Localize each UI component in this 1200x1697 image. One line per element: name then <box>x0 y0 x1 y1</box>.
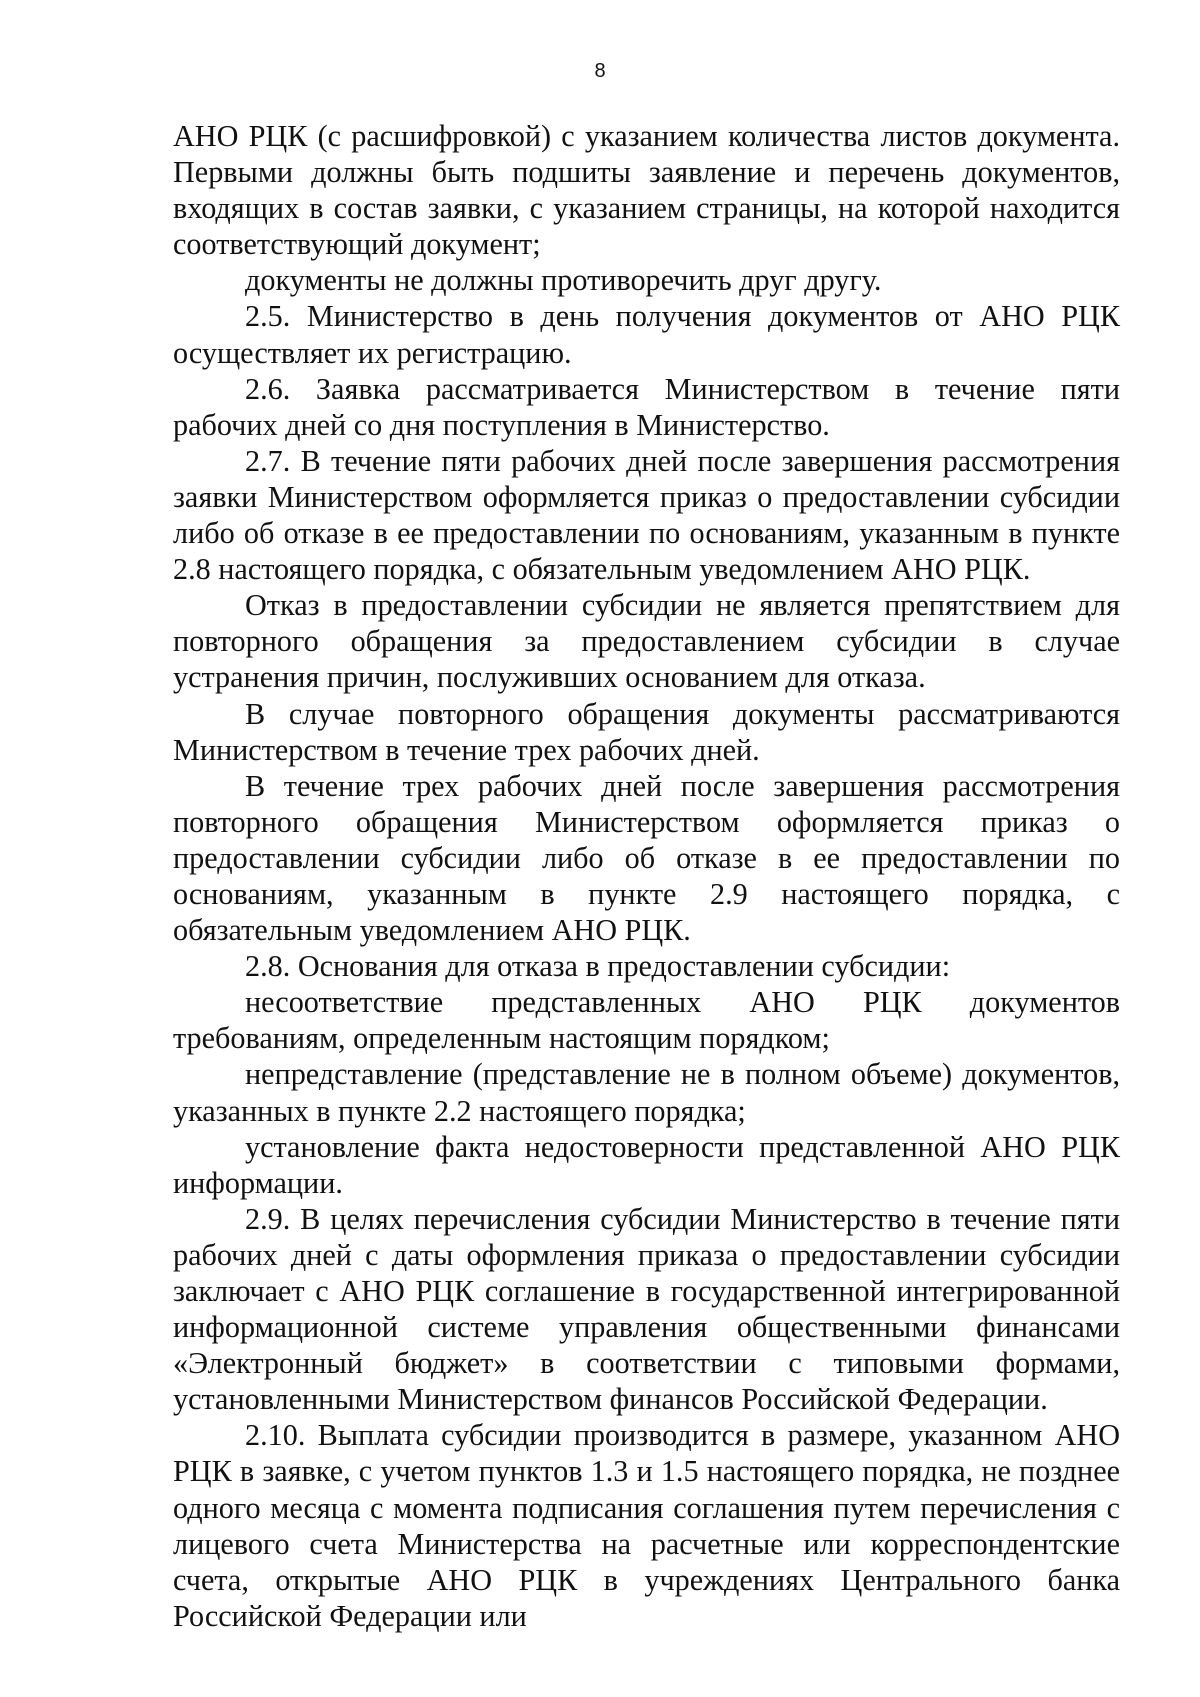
paragraph-refusal-not-obstacle: Отказ в предоставлении субсидии не является препятствием для повторного обращения за предоставлением субсидии в случае устранения причин, послуживших основанием для отказа. <box>173 588 1120 695</box>
paragraph-repeat-order: В течение трех рабочих дней после завершения рассмотрения повторного обращения Министерством оформляется приказ о предоставлении субсидии либо об отказе в ее предоставлении по основаниям, указанным в пункте 2.9 настоящего порядка, с обязательным уведомлением АНО РЦК. <box>173 768 1120 948</box>
paragraph-2-6: 2.6. Заявка рассматривается Министерством в течение пяти рабочих дней со дня поступления в Министерство. <box>173 371 1120 442</box>
paragraph-documents-consistency: документы не должны противоречить друг другу. <box>245 263 882 298</box>
paragraph-2-9: 2.9. В целях перечисления субсидии Министерство в течение пяти рабочих дней с даты оформления приказа о предоставлении субсидии заключает с АНО РЦК соглашение в государственной интегрированной информационной системе управления общественными финансами «Электронный бюджет» в соответствии с типовыми формами, установленными Министерством финансов Российской Федерации. <box>173 1201 1120 1417</box>
list-item-nonconformity: несоответствие представленных АНО РЦК документов требованиям, определенным настоящим порядком; <box>173 985 1120 1056</box>
paragraph-continuation: АНО РЦК (с расшифровкой) с указанием количества листов документа. Первыми должны быть подшиты заявление и перечень документов, входящих в состав заявки, с указанием страницы, на которой находится соответствующий документ; <box>173 119 1120 262</box>
paragraph-repeat-review: В случае повторного обращения документы рассматриваются Министерством в течение трех рабочих дней. <box>173 696 1120 767</box>
document-body <box>173 118 1120 1634</box>
paragraph-2-8: 2.8. Основания для отказа в предоставлении субсидии: <box>245 949 951 984</box>
list-item-unreliable: установление факта недостоверности представленной АНО РЦК информации. <box>173 1129 1120 1200</box>
paragraph-2-7: 2.7. В течение пяти рабочих дней после завершения рассмотрения заявки Министерством оформляется приказ о предоставлении субсидии либо об отказе в ее предоставлении по основаниям, указанным в пункте 2.8 настоящего порядка, с обязательным уведомлением АНО РЦК. <box>173 443 1120 587</box>
paragraph-2-10: 2.10. Выплата субсидии производится в размере, указанном АНО РЦК в заявке, с учетом пунктов 1.3 и 1.5 настоящего порядка, не позднее одного месяца с момента подписания соглашения путем перечисления с лицевого счета Министерства на расчетные или корреспондентские счета, открытые АНО РЦК в учреждениях Центрального банка Российской Федерации или <box>173 1418 1120 1633</box>
page-number: 8 <box>594 60 606 82</box>
list-item-incomplete: непредставление (представление не в полном объеме) документов, указанных в пункте 2.2 настоящего порядка; <box>173 1057 1120 1128</box>
paragraph-2-5: 2.5. Министерство в день получения документов от АНО РЦК осуществляет их регистрацию. <box>173 299 1120 370</box>
